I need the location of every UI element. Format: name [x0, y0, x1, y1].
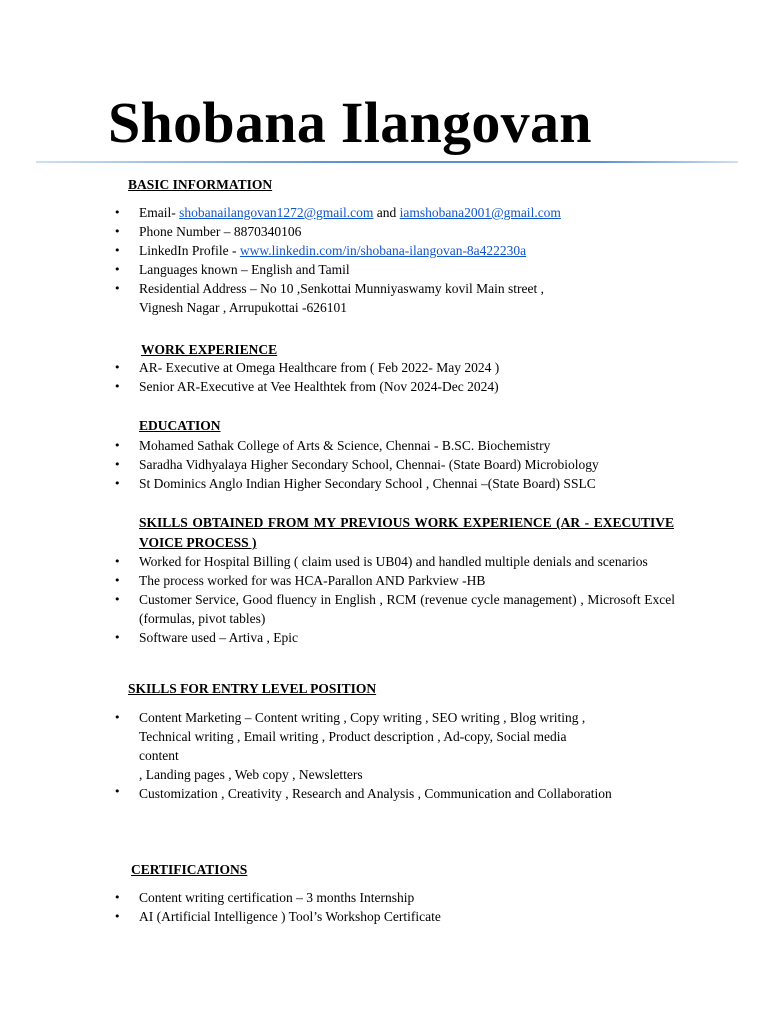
email-item: • Email- shobanailangovan1272@gmail.com and iamshobana2001@gmail.com	[0, 203, 675, 222]
candidate-name: Shobana Ilangovan	[108, 90, 592, 155]
email-link-1[interactable]: shobanailangovan1272@gmail.com	[179, 205, 374, 220]
list-item: • AI (Artificial Intelligence ) Tool’s Workshop Certificate	[0, 907, 675, 926]
header-divider	[36, 161, 738, 163]
list-item: • Worked for Hospital Billing ( claim used is UB04) and handled multiple denials and scenarios	[0, 552, 675, 571]
list-item: • Software used – Artiva , Epic	[0, 628, 675, 647]
languages-item: • Languages known – English and Tamil	[0, 260, 675, 279]
list-item: • The process worked for was HCA-Parallon AND Parkview -HB	[0, 571, 675, 590]
linkedin-item: • LinkedIn Profile - www.linkedin.com/in/shobana-ilangovan-8a422230a	[0, 241, 675, 260]
list-item: • Customer Service, Good fluency in English , RCM (revenue cycle management) , Microsoft Excel (formulas, pivot tables)	[0, 590, 675, 628]
work-experience-heading: WORK EXPERIENCE	[141, 342, 278, 357]
entry-skills-heading: SKILLS FOR ENTRY LEVEL POSITION	[128, 681, 377, 696]
basic-information-heading: BASIC INFORMATION	[128, 177, 273, 192]
list-item: • AR- Executive at Omega Healthcare from ( Feb 2022- May 2024 )	[0, 358, 675, 377]
previous-skills-heading: SKILLS OBTAINED FROM MY PREVIOUS WORK EXPERIENCE (AR - EXECUTIVE VOICE PROCESS )	[139, 515, 674, 550]
previous-skills-list	[0, 552, 675, 647]
certifications-list	[0, 888, 675, 926]
certifications-heading: CERTIFICATIONS	[131, 862, 248, 877]
list-item: • Customization , Creativity , Research and Analysis , Communication and Collaboration	[0, 784, 675, 802]
list-item: • Content writing certification – 3 months Internship	[0, 888, 675, 907]
list-item: • Content Marketing – Content writing , Copy writing , SEO writing , Blog writing , Technical writing , Email writing , Product description , Ad-copy, Social media content , Landing pages , Web copy , Newsletters	[0, 708, 675, 784]
list-item: • St Dominics Anglo Indian Higher Secondary School , Chennai –(State Board) SSLC	[0, 474, 675, 493]
list-item: • Senior AR-Executive at Vee Healthtek from (Nov 2024-Dec 2024)	[0, 377, 675, 396]
linkedin-link[interactable]: www.linkedin.com/in/shobana-ilangovan-8a422230a	[239, 243, 527, 258]
entry-skills-list	[0, 708, 675, 802]
list-item: • Mohamed Sathak College of Arts & Science, Chennai - B.SC. Biochemistry	[0, 436, 675, 455]
basic-information-list	[0, 203, 675, 317]
email-link-2[interactable]: iamshobana2001@gmail.com	[399, 205, 561, 220]
phone-item: • Phone Number – 8870340106	[0, 222, 675, 241]
education-list	[0, 436, 675, 493]
education-heading: EDUCATION	[139, 418, 221, 433]
work-experience-list	[0, 358, 675, 396]
address-item: • Residential Address – No 10 ,Senkottai Munniyaswamy kovil Main street , Vignesh Nagar , Arrupukottai -626101	[0, 279, 675, 317]
list-item: • Saradha Vidhyalaya Higher Secondary School, Chennai- (State Board) Microbiology	[0, 455, 675, 474]
